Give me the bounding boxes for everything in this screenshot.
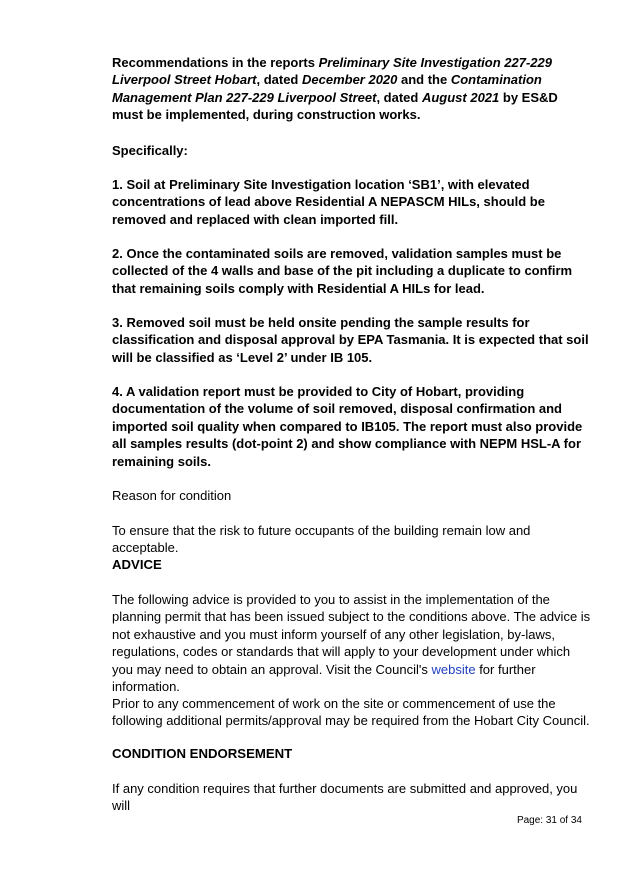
reason-label: Reason for condition [112, 488, 232, 503]
advice-text: The following advice is provided to you to assist in the implementation of the planning permit that has been issued subject to the conditions above. The advice is not exhaustive and you must inform yourself of any other legislation, by-laws, regulations, codes or standards that will apply to your development under which you may need to obtain an approval. Visit the Council's [112, 592, 591, 677]
page-number: Page: 31 of 34 [516, 815, 582, 826]
website-link[interactable]: website [431, 661, 476, 677]
condition-item-2: 2. Once the contaminated soils are removed, validation samples must be collected of the 4 walls and base of the pit including a duplicate to confirm that remaining soils comply with Residential A HILs for lead. [112, 246, 573, 296]
condition-endorsement-heading: CONDITION ENDORSEMENT [112, 746, 293, 761]
intro-text-2: , dated [256, 72, 302, 88]
prior-paragraph: Prior to any commencement of work on the site or commencement of use the following additional permits/approval may be required from the Hobart City Council. [112, 696, 590, 729]
reason-text: To ensure that the risk to future occupants of the building remain low and acceptable. [112, 523, 531, 556]
intro-report-title-1: Preliminary Site Investigation 227-229 Liverpool Street Hobart [112, 55, 552, 88]
intro-text-1: Recommendations in the reports [112, 55, 319, 70]
intro-report-title-2: Contamination Management Plan 227-229 Liverpool Street [112, 72, 542, 105]
intro-date-2: August 2021 [421, 89, 500, 105]
specifically-label: Specifically: [112, 143, 188, 158]
advice-text-end: for further information. [112, 661, 536, 695]
advice-heading: ADVICE [112, 557, 162, 572]
intro-text-4: , dated [376, 89, 422, 105]
condition-item-1: 1. Soil at Preliminary Site Investigation location ‘SB1’, with elevated concentrations of lead above Residential A NEPASCM HILs, should be removed and replaced with clean imported fill. [112, 177, 545, 227]
condition-item-4: 4. A validation report must be provided to City of Hobart, providing documentation of the volume of soil removed, disposal confirmation and imported soil quality when compared to IB105. The report must also provide all samples results (dot-point 2) and show compliance with NEPM HSL-A for remaining soils. [112, 384, 583, 469]
condition-item-3: 3. Removed soil must be held onsite pending the sample results for classification and disposal approval by EPA Tasmania. It is expected that soil will be classified as ‘Level 2’ under IB 105. [112, 315, 589, 365]
condition-endorsement-text: If any condition requires that further documents are submitted and approved, you will [112, 781, 578, 814]
intro-text-5: by ES&D must be implemented, during construction works. [112, 89, 558, 123]
advice-paragraph [112, 591, 592, 695]
intro-date-1: December 2020 [301, 72, 398, 88]
intro-text-3: and the [397, 72, 451, 88]
recommendations-paragraph [112, 54, 592, 124]
